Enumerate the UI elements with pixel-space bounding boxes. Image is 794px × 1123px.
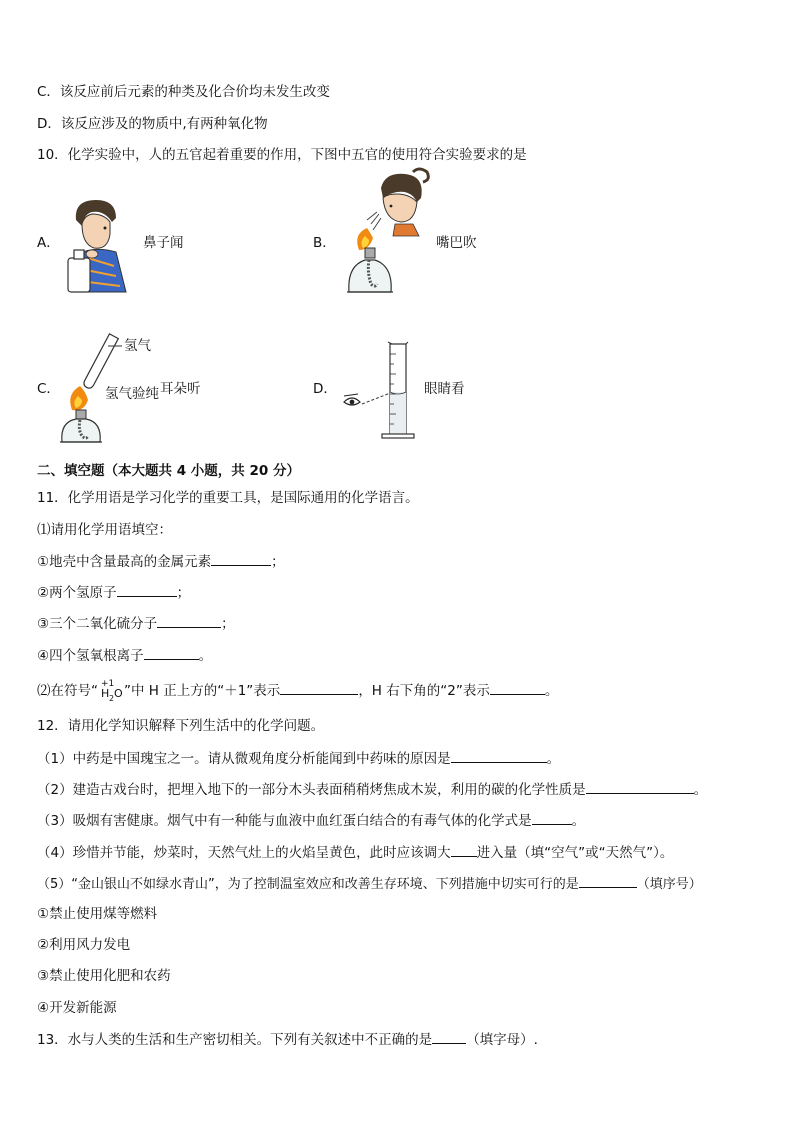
q11-part-2-middle-2: ，H 右下角的“2”表示 (358, 683, 490, 699)
q12-sub-5-end: （填序号） (636, 877, 702, 892)
q11-part-2-end: 。 (544, 683, 559, 699)
answer-blank[interactable] (579, 874, 637, 888)
option-d-prev: D．该反应涉及的物质中,有两种氧化物 (37, 116, 268, 132)
q11-item-3 (37, 614, 235, 633)
q12-sub-4-text: （4）珍惜并节能，炒菜时，天然气灶上的火焰呈黄色，此时应该调大 (37, 845, 451, 861)
option-c-prev: C．该反应前后元素的种类及化合价均未发生改变 (37, 84, 330, 100)
answer-blank[interactable] (144, 646, 199, 660)
symbol-valence: +1 (101, 679, 115, 689)
q12-option-3: ③禁止使用化肥和农药 (37, 968, 171, 984)
q10-option-c-check-label: 氢气验纯 (105, 386, 159, 402)
q12-sub-1-end: 。 (546, 751, 561, 767)
answer-blank[interactable] (211, 552, 271, 566)
symbol-o: O (114, 687, 123, 700)
q11-item-4 (37, 646, 212, 665)
graduated-cylinder-reading-illustration (340, 338, 420, 442)
question-13 (37, 1030, 538, 1049)
question-13-end: （填字母）. (466, 1032, 538, 1048)
answer-blank[interactable] (157, 614, 221, 628)
q12-sub-1 (37, 749, 560, 768)
answer-blank[interactable] (280, 681, 358, 695)
q11-item-2-end: ； (176, 585, 191, 601)
q10-option-d-label: 眼睛看 (424, 381, 465, 397)
q11-item-1 (37, 552, 285, 571)
q12-sub-3-text: （3）吸烟有害健康。烟气中有一种能与血液中血红蛋白结合的有毒气体的化学式是 (37, 813, 532, 829)
q12-sub-3-end: 。 (571, 813, 586, 829)
water-valence-symbol (98, 679, 124, 703)
question-12-stem: 12．请用化学知识解释下列生活中的化学问题。 (37, 718, 325, 734)
q12-sub-2-text: （2）建造古戏台时，把埋入地下的一部分木头表面稍稍烤焦成木炭，利用的碳的化学性质是 (37, 782, 586, 798)
symbol-h: H (101, 687, 110, 700)
question-13-stem: 13．水与人类的生活和生产密切相关。下列有关叙述中不正确的是 (37, 1032, 433, 1048)
q11-part-2-middle: ”中 H 正上方的“＋1”表示 (124, 683, 281, 699)
q10-option-c-gas-label: 氢气 (124, 338, 151, 354)
q12-sub-2 (37, 780, 707, 799)
q12-sub-4-end: 进入量（填“空气”或“天然气”）。 (476, 845, 674, 861)
q10-option-b-label: 嘴巴吹 (436, 235, 477, 251)
q10-option-b-letter: B． (313, 235, 336, 251)
answer-blank[interactable] (532, 811, 572, 825)
q12-sub-2-end: 。 (693, 782, 708, 798)
q11-item-1-text: ①地壳中含量最高的金属元素 (37, 554, 212, 570)
q11-part-1: ⑴请用化学用语填空： (37, 522, 172, 538)
q11-item-1-end: ； (271, 554, 285, 570)
q10-option-d-letter: D． (313, 381, 337, 397)
q11-part-2 (37, 679, 559, 703)
q11-item-3-end: ； (221, 616, 235, 632)
q11-item-4-end: 。 (198, 648, 213, 664)
q11-item-2 (37, 583, 190, 602)
q12-sub-5 (37, 874, 702, 894)
q12-sub-1-text: （1）中药是中国瑰宝之一。请从微观角度分析能闻到中药味的原因是 (37, 751, 451, 767)
q11-item-2-text: ②两个氢原子 (37, 585, 117, 601)
answer-blank[interactable] (117, 583, 177, 597)
boy-smelling-illustration (64, 196, 154, 296)
q12-option-4: ④开发新能源 (37, 1000, 117, 1016)
q12-sub-5-text: （5）“金山银山不如绿水青山”，为了控制温室效应和改善生存环境、下列措施中切实可行的是 (37, 877, 579, 892)
q10-option-a-letter: A． (37, 235, 60, 251)
q12-sub-4 (37, 843, 673, 862)
answer-blank[interactable] (451, 843, 477, 857)
q10-option-c-letter: C． (37, 381, 60, 397)
q10-option-a-label: 鼻子闻 (143, 235, 184, 251)
answer-blank[interactable] (451, 749, 547, 763)
section-2-title: 二、填空题（本大题共 4 小题，共 20 分） (37, 463, 300, 479)
symbol-subscript-2: 2 (109, 694, 115, 703)
question-10-stem: 10．化学实验中，人的五官起着重要的作用，下图中五官的使用符合实验要求的是 (37, 147, 527, 163)
q11-part-2-prefix: ⑵在符号“ (37, 683, 98, 699)
answer-blank[interactable] (586, 780, 694, 794)
q11-item-3-text: ③三个二氧化硫分子 (37, 616, 158, 632)
q12-option-2: ②利用风力发电 (37, 937, 131, 953)
q12-sub-3 (37, 811, 585, 830)
q11-item-4-text: ④四个氢氧根离子 (37, 648, 144, 664)
answer-blank[interactable] (490, 681, 545, 695)
q12-option-1: ①禁止使用煤等燃料 (37, 906, 158, 922)
answer-blank[interactable] (432, 1030, 466, 1044)
q10-option-c-label: 耳朵听 (160, 381, 201, 397)
question-11-stem: 11．化学用语是学习化学的重要工具，是国际通用的化学语言。 (37, 490, 419, 506)
girl-blowing-lamp-illustration (335, 168, 435, 308)
